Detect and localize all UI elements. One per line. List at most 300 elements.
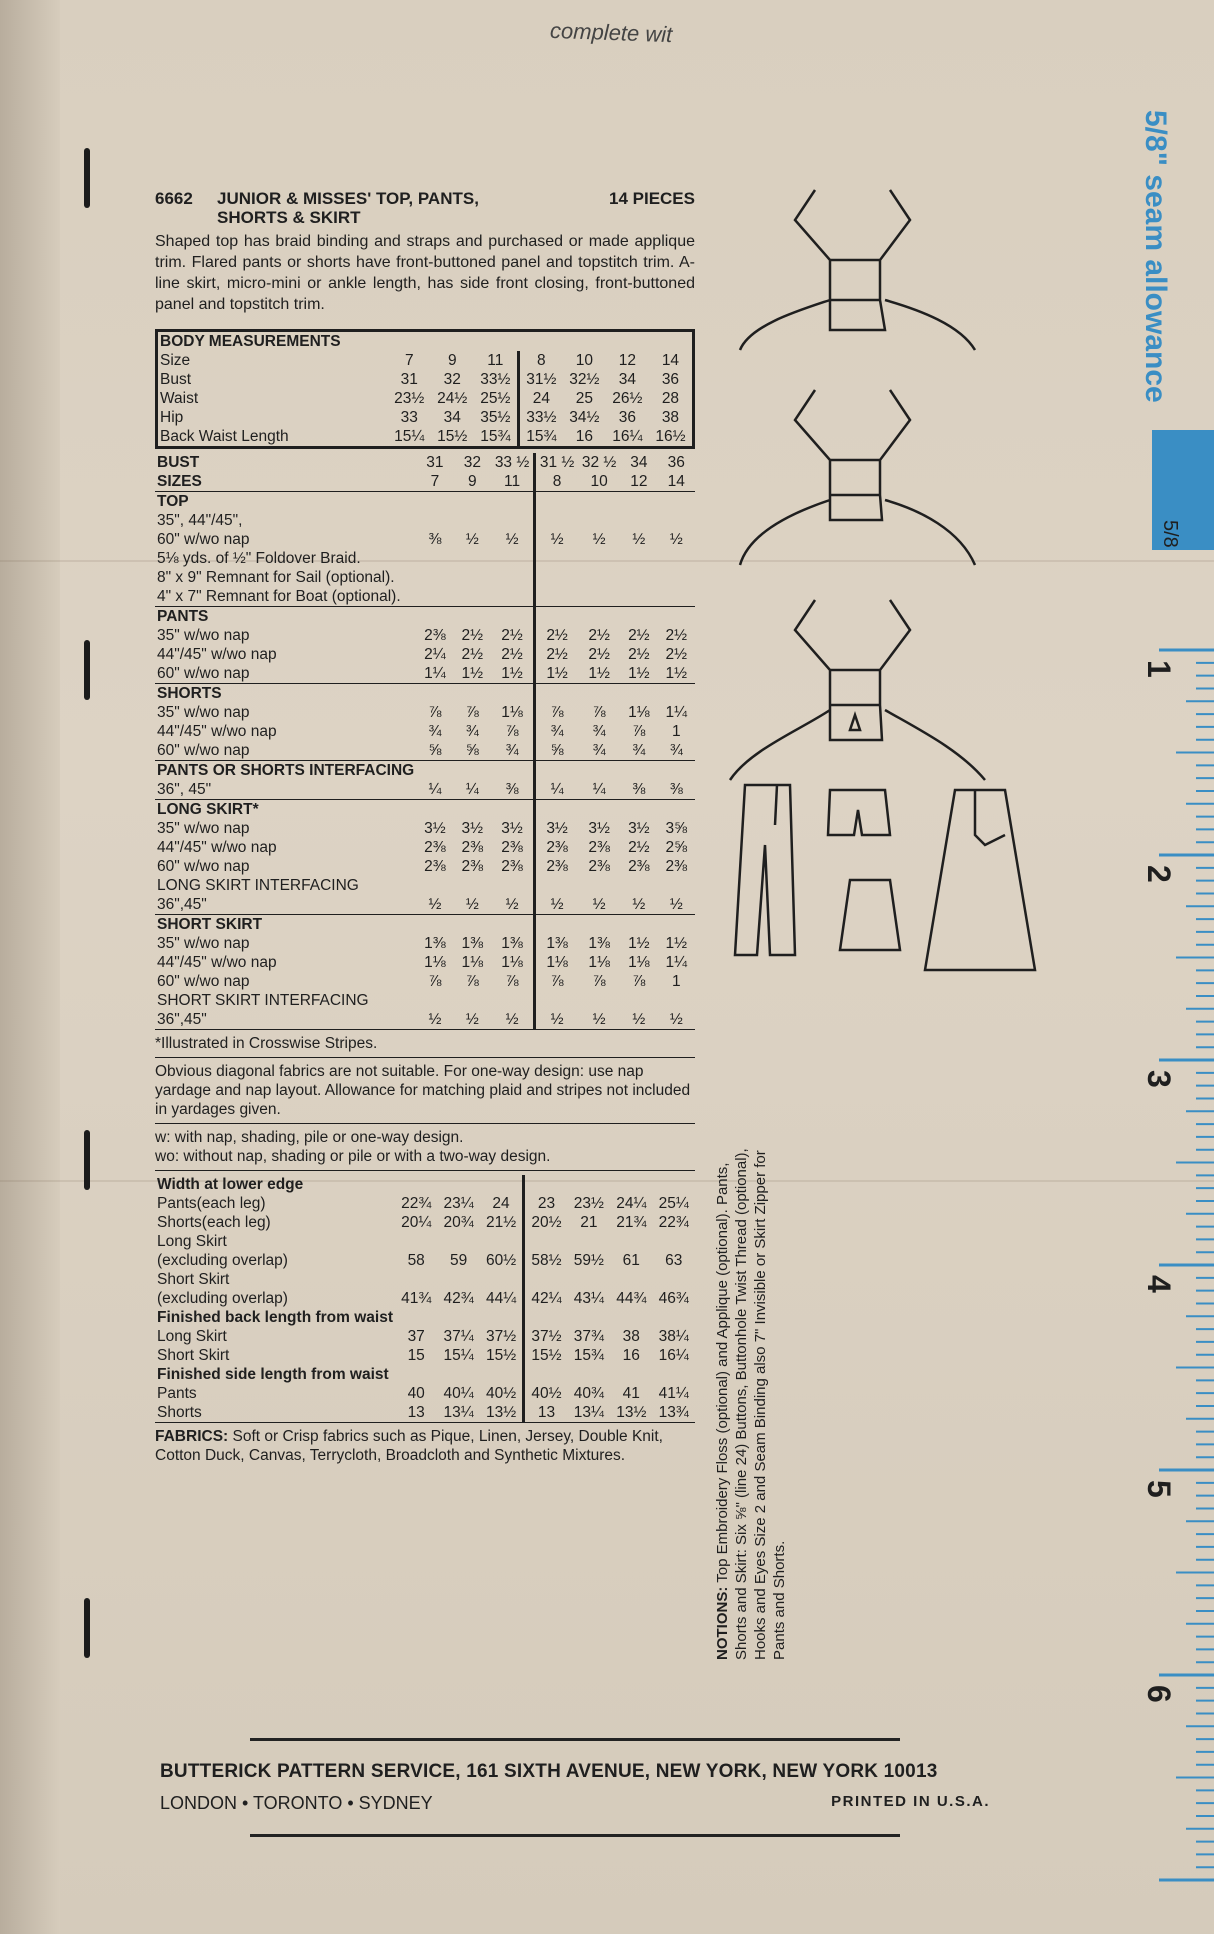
halter-top-sketch-2 <box>740 390 975 565</box>
cell-value: 15¾ <box>480 428 511 445</box>
cell-value: 44¾ <box>616 1290 647 1307</box>
table-row <box>155 511 695 530</box>
section-title: PANTS <box>157 608 209 625</box>
cell-value: ½ <box>632 1011 646 1028</box>
cell-value: 40 <box>407 1385 425 1402</box>
cell-value: 26½ <box>612 390 643 407</box>
cell-value: 37 <box>407 1328 425 1345</box>
cell-value: 2⅜ <box>501 858 523 875</box>
cell-value <box>658 511 695 530</box>
cell-value: 14 <box>661 352 680 369</box>
cell-value: ½ <box>505 531 519 548</box>
row-label: Back Waist Length <box>160 428 289 445</box>
cell-value: ¾ <box>465 723 479 740</box>
cell-value <box>658 991 695 1010</box>
cell-value: 13¼ <box>443 1404 474 1421</box>
cell-value: 2⅜ <box>501 839 523 856</box>
cell-value <box>535 511 579 530</box>
cell-value: 25 <box>575 390 594 407</box>
row-label: Hip <box>160 409 184 426</box>
section-title: PANTS OR SHORTS INTERFACING <box>157 762 415 779</box>
section-title-row <box>155 492 695 512</box>
table-row <box>155 1403 695 1423</box>
cell-value: 1¼ <box>665 704 688 721</box>
cell-value: 9 <box>447 352 457 369</box>
cell-value: 44¼ <box>485 1290 517 1307</box>
envelope-edge-shade <box>0 0 60 1934</box>
short-skirt-sketch <box>840 880 900 950</box>
cell-value <box>491 876 535 895</box>
cell-value: 13¼ <box>573 1404 604 1421</box>
nap-note <box>155 1124 695 1171</box>
cell-value <box>620 511 657 530</box>
cell-value: ⅞ <box>428 973 442 990</box>
cell-value: 1⅜ <box>424 935 446 952</box>
cell-value: 1 <box>671 973 681 990</box>
row-label: Shorts <box>157 1404 202 1421</box>
table-row <box>155 1289 695 1308</box>
table-row <box>155 1232 695 1251</box>
cell-value <box>480 1175 524 1194</box>
cell-value: 32 <box>463 454 481 471</box>
row-label: 60" w/wo nap <box>157 531 250 548</box>
section-title-row <box>155 915 695 935</box>
black-mark <box>84 1130 90 1190</box>
cell-value: 1⅜ <box>588 935 610 952</box>
cell-value: 20¼ <box>401 1214 432 1231</box>
cell-value <box>454 549 491 568</box>
table-row <box>155 1010 695 1030</box>
cell-value: 1⅛ <box>501 954 523 971</box>
cell-value <box>653 1308 695 1327</box>
cell-value: 1⅛ <box>628 704 650 721</box>
ruler-number: 6 <box>1141 1685 1177 1703</box>
cell-value: ¼ <box>428 781 442 798</box>
table-row <box>155 780 695 800</box>
cell-value: 2½ <box>501 627 523 644</box>
row-label: (excluding overlap) <box>157 1252 288 1269</box>
cell-value: ½ <box>669 1011 683 1028</box>
cell-value: 16¼ <box>612 428 643 445</box>
cell-value <box>568 1175 610 1194</box>
cell-value: 33½ <box>518 408 563 427</box>
cell-value <box>395 1365 437 1384</box>
table-row <box>155 1308 695 1327</box>
cell-value: 22¾ <box>658 1214 689 1231</box>
row-label: 60" w/wo nap <box>157 665 250 682</box>
diagonal-note: Obvious diagonal fabrics are not suitable. For one-way design: use nap yardage and nap layout. Allowance for matching plaid and stripes not included in yardages given. <box>155 1058 695 1124</box>
row-label: Short Skirt <box>157 1347 230 1364</box>
cell-value: 35½ <box>480 409 511 426</box>
cell-value: 1⅛ <box>501 704 523 721</box>
table-row <box>155 1175 695 1194</box>
cell-value: ⅝ <box>428 742 442 759</box>
cell-value: 1⅛ <box>424 954 446 971</box>
cell-value: 1½ <box>535 664 579 684</box>
cell-value: 24¼ <box>616 1195 647 1212</box>
row-label: Short Skirt <box>157 1271 230 1288</box>
cell-value: 38 <box>661 409 680 426</box>
cell-value <box>620 991 657 1010</box>
cell-value: 31 <box>400 371 418 388</box>
cell-value: 14 <box>667 473 685 490</box>
cell-value: 13½ <box>616 1404 647 1421</box>
cell-value: 1⅜ <box>501 935 523 952</box>
cell-value: 25½ <box>480 390 511 407</box>
cell-value: ¼ <box>465 781 479 798</box>
row-label: 35" w/wo nap <box>157 627 250 644</box>
ruler-label: 5/8" seam allowance <box>1139 110 1172 403</box>
cell-value <box>437 1365 479 1384</box>
ruler-number: 1 <box>1141 660 1177 678</box>
row-label: 36",45" <box>157 1011 207 1028</box>
cell-value: 11 <box>504 473 521 490</box>
table-row <box>155 895 695 915</box>
cell-value <box>658 587 695 607</box>
yardage-table <box>155 453 695 1030</box>
cell-value: 15 <box>407 1347 425 1364</box>
cell-value <box>578 587 620 607</box>
table-row <box>155 972 695 991</box>
row-label: 60" w/wo nap <box>157 973 250 990</box>
cell-value: 60½ <box>485 1252 517 1269</box>
row-label: 36",45" <box>157 896 207 913</box>
cell-value: 21¾ <box>616 1214 647 1231</box>
publisher-cities: LONDON • TORONTO • SYDNEY <box>160 1793 433 1813</box>
cell-value: 1½ <box>628 935 650 952</box>
cell-value <box>610 1232 652 1251</box>
cell-value <box>416 587 453 607</box>
cell-value: ¾ <box>592 742 606 759</box>
cell-value: 10 <box>590 473 608 490</box>
cell-value: 2½ <box>535 645 579 664</box>
cell-value <box>620 876 657 895</box>
table-row <box>155 703 695 722</box>
cell-value: 13¾ <box>658 1404 689 1421</box>
cell-value: 1¼ <box>665 954 688 971</box>
long-skirt-sketch <box>925 790 1035 970</box>
cell-value <box>620 568 657 587</box>
cell-value <box>658 549 695 568</box>
cell-value <box>491 511 535 530</box>
notions-text: Top Embroidery Floss (optional) and Applique (optional). Pants, Shorts and Skirt: Six ⅝" (line 24) Buttons, Buttonhole Twist Thread (optional), Hooks and Eyes Size 2 and Seam Binding also 7" Invisible or Skirt Zipper for Pants and Shorts. <box>714 1148 788 1660</box>
cell-value <box>568 1308 610 1327</box>
cell-value: ¼ <box>535 780 579 800</box>
cell-value <box>491 549 535 568</box>
table-row <box>155 626 695 645</box>
ruler-fraction: 5/8 <box>1159 520 1181 548</box>
cell-value <box>416 568 453 587</box>
cell-value: 13 <box>524 1403 568 1423</box>
cell-value: 21 <box>580 1214 598 1231</box>
cell-value: 15¾ <box>518 427 563 448</box>
cell-value: 3½ <box>501 820 523 837</box>
cell-value: ½ <box>632 896 646 913</box>
table-row <box>155 819 695 838</box>
row-label: 36", 45" <box>157 781 212 798</box>
cell-value: 37¾ <box>573 1328 604 1345</box>
cell-value: 2⅜ <box>424 627 446 644</box>
cell-value: ½ <box>505 896 519 913</box>
cell-value <box>395 1175 437 1194</box>
cell-value: 15¼ <box>443 1347 474 1364</box>
row-label: Pants <box>157 1385 197 1402</box>
pattern-info <box>155 185 695 1469</box>
cell-value <box>454 876 491 895</box>
cell-value <box>524 1308 568 1327</box>
cell-value: 37¼ <box>443 1328 474 1345</box>
cell-value: 16 <box>575 428 594 445</box>
cell-value <box>491 587 535 607</box>
cell-value <box>653 1175 695 1194</box>
cell-value: 1⅜ <box>535 934 579 953</box>
cell-value <box>535 876 579 895</box>
cell-value: 16 <box>622 1347 640 1364</box>
cell-value <box>535 549 579 568</box>
cell-value: 32 <box>443 371 461 388</box>
cell-value <box>491 991 535 1010</box>
ruler-number: 5 <box>1141 1480 1177 1498</box>
cell-value: 41 <box>622 1385 640 1402</box>
footer <box>160 1738 1010 1837</box>
cell-value: ⅝ <box>465 742 479 759</box>
table-row <box>155 1213 695 1232</box>
cell-value <box>568 1270 610 1289</box>
cell-value: ½ <box>465 896 479 913</box>
cell-value: 3½ <box>588 820 610 837</box>
nap-without: wo: without nap, shading or pile or with a two-way design. <box>155 1148 551 1165</box>
row-label: LONG SKIRT INTERFACING <box>157 877 359 894</box>
cell-value: 32 ½ <box>581 454 617 471</box>
row-label: Shorts(each leg) <box>157 1214 271 1231</box>
cell-value: ½ <box>465 1011 479 1028</box>
cell-value: 10 <box>575 352 594 369</box>
cell-value: 2½ <box>501 646 523 663</box>
cell-value: 24½ <box>437 390 468 407</box>
cell-value: 33 ½ <box>494 454 530 471</box>
cell-value <box>524 1270 568 1289</box>
pants-sketch <box>735 785 795 955</box>
cell-value: ¾ <box>505 742 519 759</box>
cell-value: 2½ <box>461 627 484 644</box>
partial-top-text: complete wit <box>549 17 673 48</box>
row-label: 44"/45" w/wo nap <box>157 839 277 856</box>
section-title: SHORTS <box>157 685 222 702</box>
pattern-description: Shaped top has braid binding and straps and purchased or made applique trim. Flared pants or shorts have front-buttoned panel and topstitch trim. A-line skirt, micro-mini or ankle length, has side front closing, front-buttoned panel and topstitch trim. <box>155 233 695 313</box>
table-row <box>155 453 695 472</box>
cell-value <box>578 876 620 895</box>
cell-value: ⅞ <box>535 703 579 722</box>
cell-value: 2⅜ <box>535 857 579 876</box>
cell-value <box>610 1308 652 1327</box>
row-label: Size <box>160 352 191 369</box>
cell-value: 8 <box>518 351 563 370</box>
cell-value <box>395 1232 437 1251</box>
cell-value: 3½ <box>628 820 650 837</box>
notions-vertical <box>713 1140 789 1660</box>
cell-value <box>653 1270 695 1289</box>
cell-value <box>653 1232 695 1251</box>
footer-rule <box>250 1738 900 1741</box>
section-title-row <box>155 761 695 781</box>
row-label: 35", 44"/45", <box>157 512 243 529</box>
cell-value: 21½ <box>485 1214 517 1231</box>
row-label: 35" w/wo nap <box>157 935 250 952</box>
row-label: Finished side length from waist <box>157 1366 389 1383</box>
cell-value: 34½ <box>569 409 600 426</box>
table-row <box>155 991 695 1010</box>
cell-value: 1¼ <box>424 665 446 682</box>
shorts-sketch <box>828 790 890 835</box>
cell-value <box>416 511 453 530</box>
cell-value <box>491 568 535 587</box>
cell-value <box>620 587 657 607</box>
cell-value <box>480 1232 524 1251</box>
table-row <box>155 645 695 664</box>
illustrated-note: *Illustrated in Crosswise Stripes. <box>155 1030 695 1058</box>
cell-value: 16½ <box>655 428 686 445</box>
cell-value: 23¼ <box>443 1195 474 1212</box>
row-label: 60" w/wo nap <box>157 858 250 875</box>
cell-value <box>437 1270 479 1289</box>
cell-value: 2⅜ <box>588 839 610 856</box>
cell-value: ⅞ <box>428 704 442 721</box>
cell-value <box>416 991 453 1010</box>
cell-value: 13 <box>407 1404 425 1421</box>
cell-value: 15¾ <box>573 1347 604 1364</box>
cell-value <box>568 1365 610 1384</box>
cell-value: ½ <box>535 895 579 915</box>
footer-rule <box>250 1834 900 1837</box>
cell-value: 34 <box>630 454 648 471</box>
cell-value: ⅞ <box>632 973 646 990</box>
cell-value: 3½ <box>424 820 446 837</box>
cell-value: 20½ <box>524 1213 568 1232</box>
table-row <box>155 1365 695 1384</box>
table-row <box>155 934 695 953</box>
cell-value <box>653 1365 695 1384</box>
cell-value: ½ <box>428 896 442 913</box>
cell-value: 9 <box>468 473 477 490</box>
cell-value: 41¼ <box>658 1385 689 1402</box>
row-label: (excluding overlap) <box>157 1290 288 1307</box>
section-title-row <box>155 607 695 627</box>
cell-value: 15½ <box>485 1347 517 1364</box>
cell-value: 1½ <box>501 665 523 682</box>
table-row <box>155 530 695 549</box>
cell-value: ⅜ <box>632 781 646 798</box>
cell-value <box>578 511 620 530</box>
cell-value: 58 <box>407 1252 425 1269</box>
cell-value: 1½ <box>588 665 610 682</box>
cell-value <box>395 1308 437 1327</box>
cell-value: 61 <box>622 1252 640 1269</box>
cell-value: 40¼ <box>443 1385 474 1402</box>
ruler-number: 4 <box>1141 1275 1177 1293</box>
cell-value: ⅞ <box>592 973 606 990</box>
cell-value: ¾ <box>669 742 683 759</box>
cell-value: 58½ <box>524 1251 568 1270</box>
cell-value: 12 <box>630 473 648 490</box>
cell-value: 7 <box>404 352 414 369</box>
cell-value <box>454 991 491 1010</box>
cell-value: ⅞ <box>632 723 646 740</box>
cell-value: ⅞ <box>535 972 579 991</box>
row-label: SIZES <box>157 473 202 490</box>
cell-value: 11 <box>487 352 504 369</box>
cell-value: ⅜ <box>669 781 683 798</box>
row-label: 44"/45" w/wo nap <box>157 723 277 740</box>
cell-value: 3½ <box>461 820 484 837</box>
black-mark <box>84 640 90 700</box>
cell-value: ½ <box>592 896 606 913</box>
table-row <box>155 1346 695 1365</box>
cell-value <box>395 1270 437 1289</box>
cell-value: 15½ <box>437 428 468 445</box>
cell-value: 3⅝ <box>665 820 688 837</box>
cell-value: 1½ <box>461 665 484 682</box>
cell-value: 2⅜ <box>628 858 650 875</box>
cell-value: 37½ <box>524 1327 568 1346</box>
cell-value <box>480 1308 524 1327</box>
cell-value <box>416 876 453 895</box>
cell-value: 38 <box>622 1328 640 1345</box>
printed-in: PRINTED IN U.S.A. <box>831 1793 990 1810</box>
cell-value: 59 <box>449 1252 468 1269</box>
table-row <box>155 1384 695 1403</box>
table-row <box>155 953 695 972</box>
cell-value <box>524 1175 568 1194</box>
cell-value: 25¼ <box>658 1195 689 1212</box>
cell-value: 2½ <box>535 626 579 645</box>
cell-value: 23 <box>524 1194 568 1213</box>
cell-value: ⅜ <box>428 531 442 548</box>
cell-value <box>610 1175 652 1194</box>
cell-value: 2¼ <box>424 646 446 663</box>
table-row <box>157 370 694 389</box>
cell-value: 1⅛ <box>461 954 484 971</box>
cell-value: 63 <box>665 1252 683 1269</box>
cell-value: 8 <box>535 472 579 492</box>
cell-value: ¾ <box>535 722 579 741</box>
cell-value: ⅞ <box>592 704 606 721</box>
cell-value: 40¾ <box>573 1385 604 1402</box>
cell-value <box>610 1365 652 1384</box>
row-label: 35" w/wo nap <box>157 820 250 837</box>
cell-value: 42¾ <box>443 1290 474 1307</box>
cell-value: ½ <box>632 531 646 548</box>
cell-value: 20¾ <box>443 1214 474 1231</box>
cell-value <box>658 876 695 895</box>
table-row <box>155 838 695 857</box>
cell-value: 22¾ <box>401 1195 432 1212</box>
cell-value: 2½ <box>628 646 650 663</box>
table-row <box>157 427 694 448</box>
row-label: 44"/45" w/wo nap <box>157 954 277 971</box>
cell-value: ½ <box>592 531 606 548</box>
cell-value: 2⅝ <box>665 839 688 856</box>
fabrics-note <box>155 1423 695 1469</box>
halter-top-sketch-3 <box>730 600 985 780</box>
cell-value <box>578 991 620 1010</box>
cell-value: 42¼ <box>524 1289 568 1308</box>
cell-value <box>437 1308 479 1327</box>
cell-value: 31 ½ <box>535 453 579 472</box>
pattern-number: 6662 <box>155 189 193 208</box>
cell-value: 33½ <box>480 371 511 388</box>
row-label: 8" x 9" Remnant for Sail (optional). <box>157 569 395 586</box>
table-row <box>155 1194 695 1213</box>
